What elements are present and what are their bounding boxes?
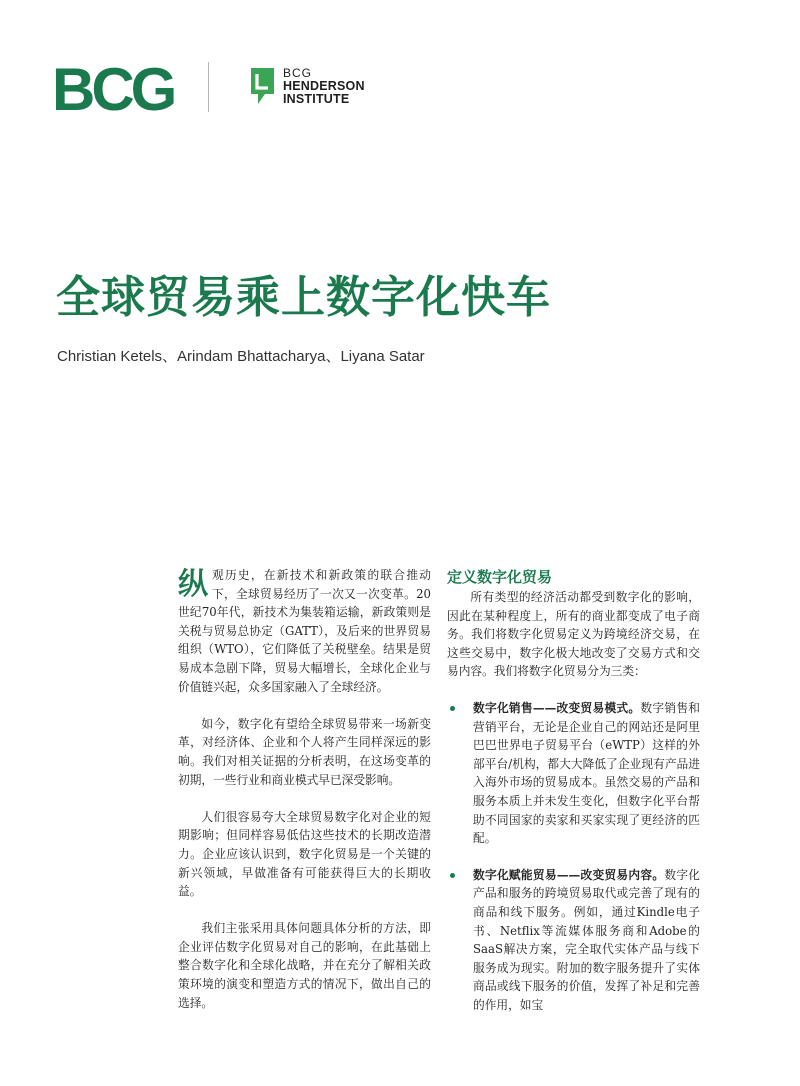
right-column [447, 566, 700, 1014]
bullet-dot-icon [450, 706, 455, 711]
bullet-text: 数字化产品和服务的跨境贸易取代或完善了现有的商品和线下服务。例如，通过Kindle电子书、Netflix等流媒体服务商和Adobe的SaaS解决方案，完全取代实体产品与线下服务成为现实。附加的数字服务提升了实体商品或线下服务的价值，发挥了补足和完善的作用，如宝 [473, 867, 700, 1012]
paragraph-3: 人们很容易夸大全球贸易数字化对企业的短期影响；但同样容易低估这些技术的长期改造潜力。企业应该认识到，数字化贸易是一个关键的新兴领域，早做准备有可能获得巨大的长期收益。 [178, 809, 431, 899]
institute-line-2: HENDERSON [283, 79, 365, 93]
article-authors: Christian Ketels、Arindam Bhattacharya、Liyana Satar [57, 348, 425, 365]
left-column [178, 566, 431, 1012]
article-title: 全球贸易乘上数字化快车 [56, 272, 551, 323]
section-title: 定义数字化贸易 [447, 568, 553, 586]
bullet-item [447, 866, 700, 1015]
bullet-list [447, 699, 700, 1015]
paragraph-1 [178, 566, 431, 696]
bullet-heading: 数字化销售——改变贸易模式。 [473, 700, 641, 715]
bcg-henderson-mark-icon [250, 67, 275, 105]
bullet-item [447, 699, 700, 848]
bcg-logo: BCG [52, 56, 174, 123]
drop-cap: 纵 [178, 567, 208, 602]
bullet-text: 数字销售和营销平台，无论是企业自己的网站还是阿里巴巴世界电子贸易平台（eWTP）这样的外部平台/机构，都大大降低了企业现有产品进入海外市场的贸易成本。虽然交易的产品和服务本质上并未发生变化，但数字化平台帮助不同国家的卖家和买家实现了更经济的匹配。 [473, 700, 700, 846]
section-intro: 所有类型的经济活动都受到数字化的影响，因此在某种程度上，所有的商业都变成了电子商务。我们将数字化贸易定义为跨境经济交易，在这些交易中，数字化极大地改变了交易方式和交易内容。我们将数字化贸易分为三类： [447, 590, 700, 679]
bullet-dot-icon [450, 873, 455, 878]
institute-line-3: INSTITUTE [283, 92, 350, 106]
logo-divider [208, 62, 209, 112]
paragraph-4: 我们主张采用具体问题具体分析的方法，即企业评估数字化贸易对自己的影响，在此基础上整合数字化和全球化战略，并在充分了解相关政策环境的演变和塑造方式的情况下，做出自己的选择。 [178, 921, 431, 1010]
bullet-heading: 数字化赋能贸易——改变贸易内容。 [473, 867, 665, 882]
institute-line-1: BCG [283, 66, 313, 80]
paragraph-2: 如今，数字化有望给全球贸易带来一场新变革，对经济体、企业和个人将产生同样深远的影响。我们对相关证据的分析表明，在这场变革的初期，一些行业和商业模式早已深受影响。 [178, 716, 431, 787]
paragraph-1-text: 观历史，在新技术和新政策的联合推动下，全球贸易经历了一次又一次变革。20世纪70年代，新技术为集装箱运输，新政策则是关税与贸易总协定（GATT），及后来的世界贸易组织（WTO），它们降低了关税壁垒。结果是贸易成本急剧下降，贸易大幅增长，全球化企业与价值链兴起，众多国家融入了全球经济。 [178, 568, 431, 694]
henderson-institute-wordmark [283, 67, 365, 106]
